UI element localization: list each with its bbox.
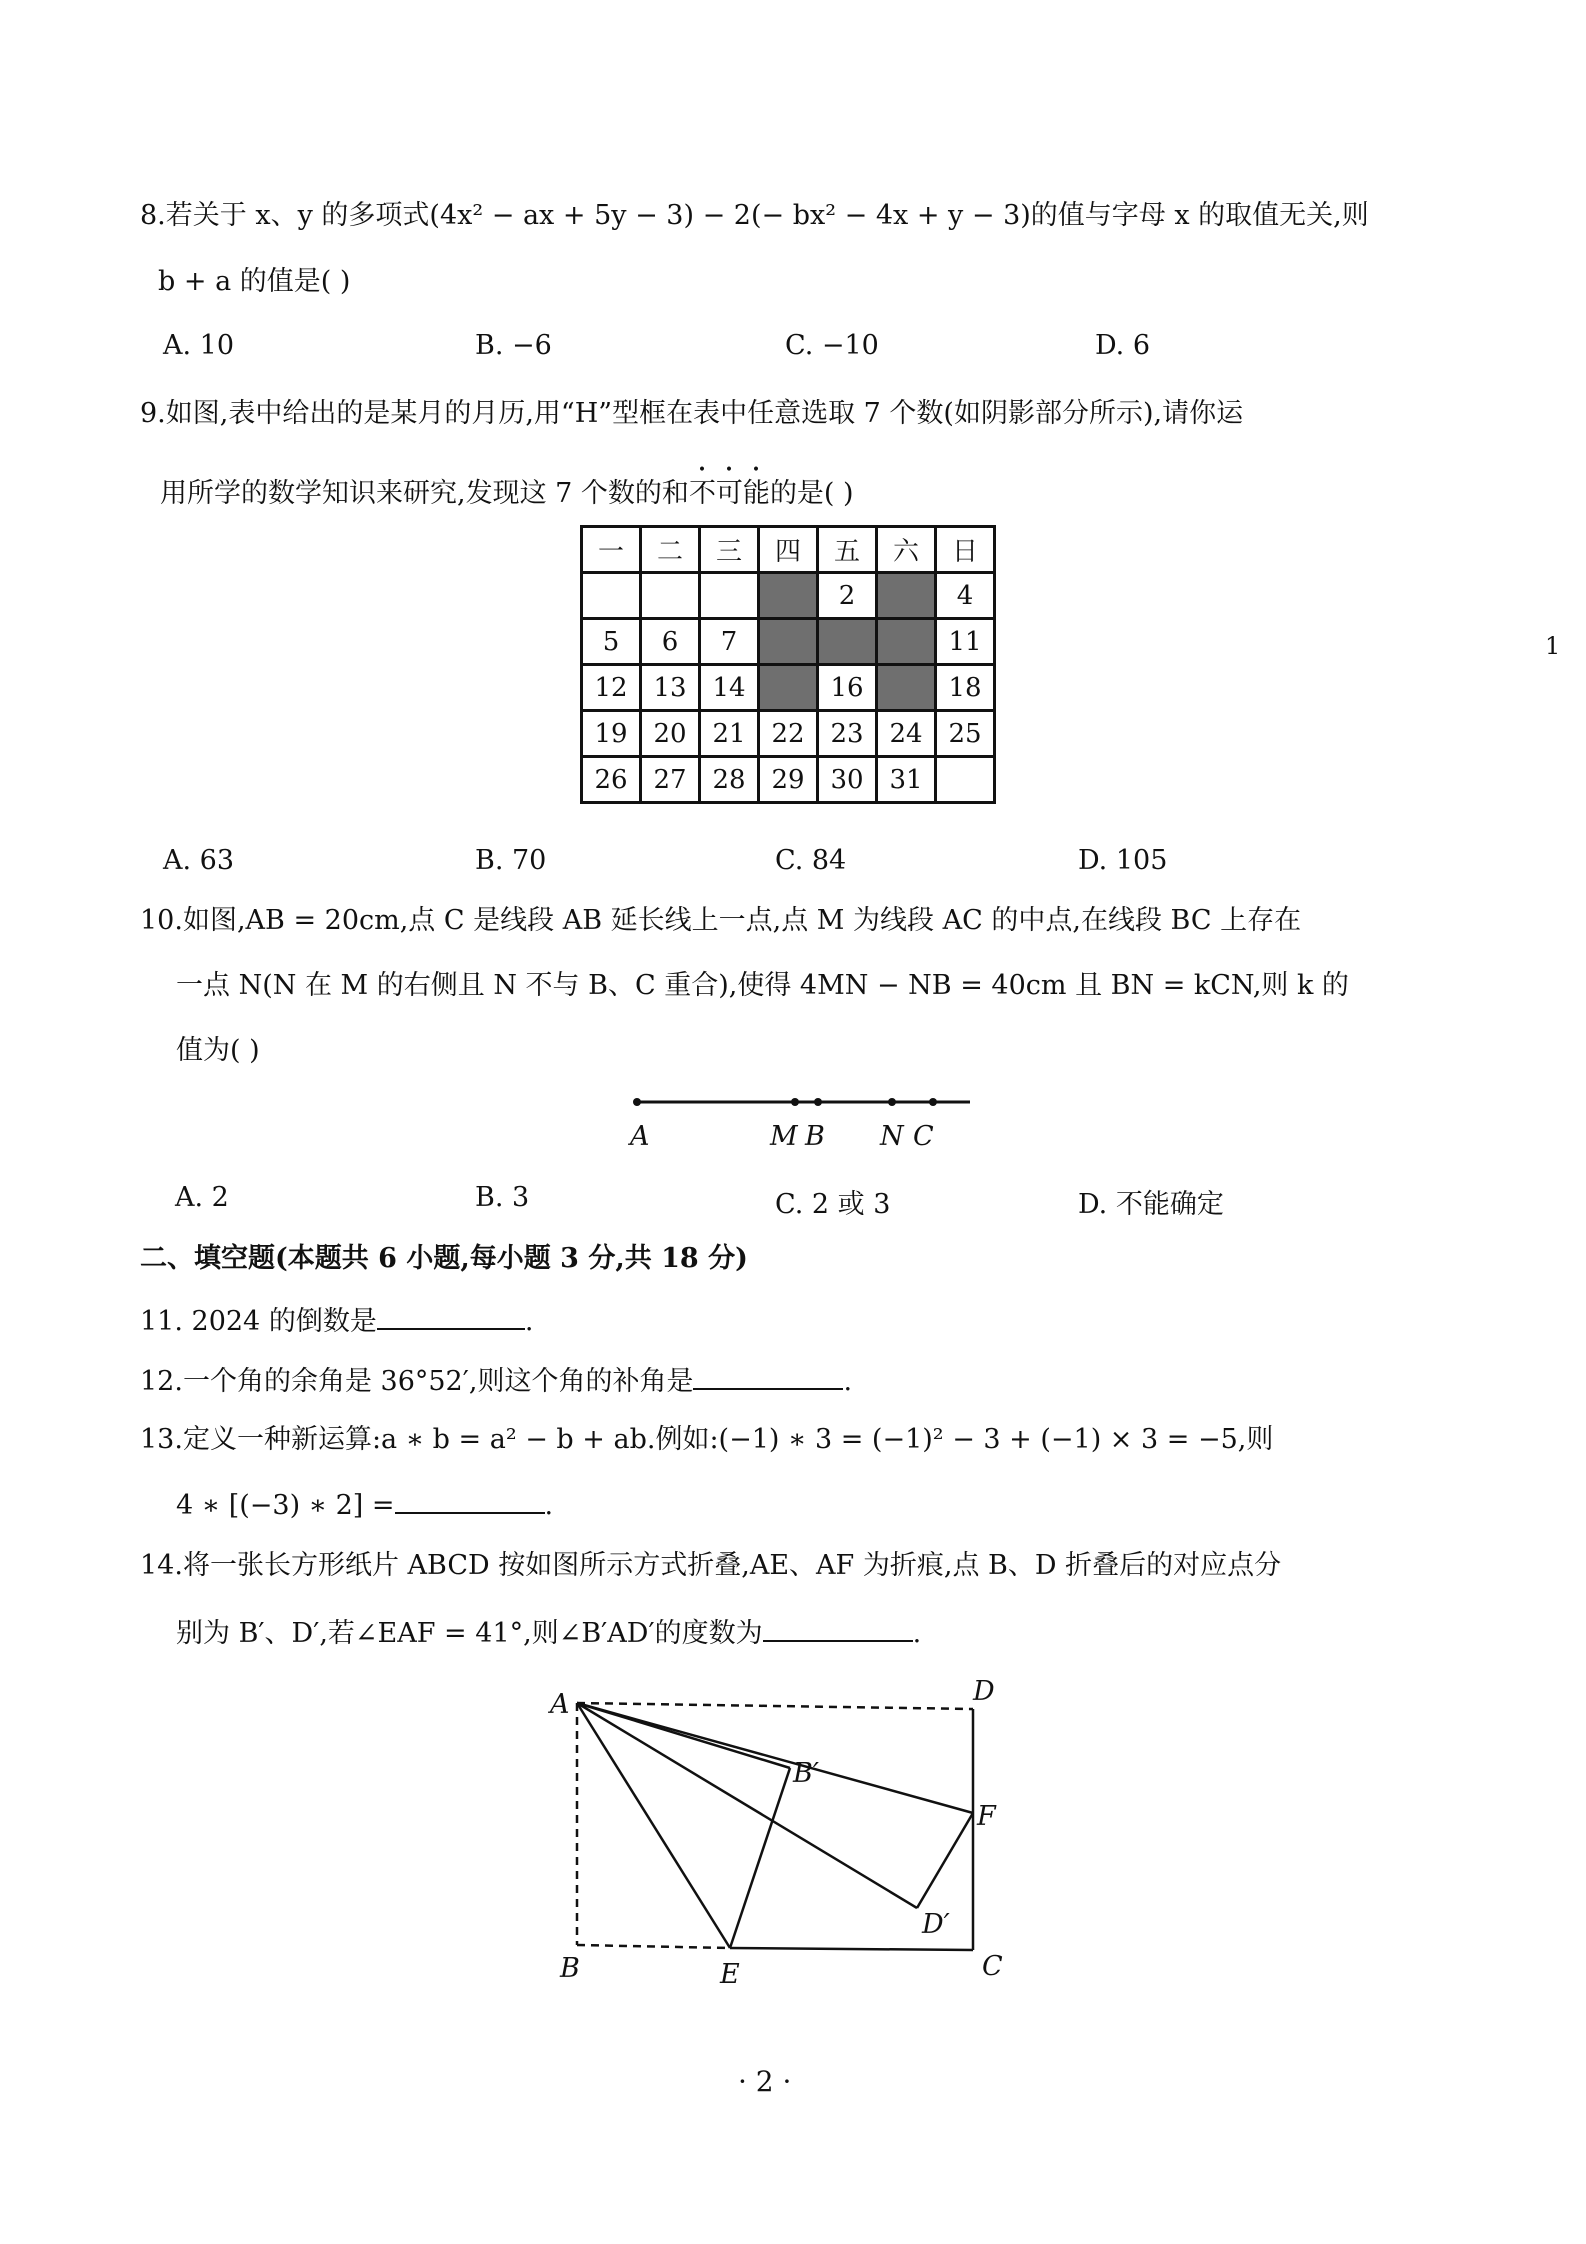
calendar-cell-shaded bbox=[877, 619, 936, 665]
q12-text: 12.一个角的余角是 36°52′,则这个角的补角是 bbox=[140, 1366, 694, 1397]
calendar-header-cell: 四 bbox=[759, 527, 818, 573]
calendar-cell: 26 bbox=[582, 757, 641, 803]
q12-answer-blank bbox=[693, 1362, 843, 1390]
edge-ec bbox=[730, 1948, 973, 1950]
point-c bbox=[929, 1098, 937, 1106]
q13-period: . bbox=[544, 1490, 554, 1521]
q11-text: 11. 2024 的倒数是 bbox=[140, 1306, 377, 1337]
q10-option-b: B. 3 bbox=[475, 1182, 530, 1213]
q9-line2-pre: 用所学的数学知识来研究,发现这 7 个数的和 bbox=[160, 478, 689, 509]
q9-line1: 9.如图,表中给出的是某月的月历,用“H”型框在表中任意选取 7 个数(如阴影部分所示),请你运 bbox=[140, 398, 1244, 429]
q9-option-b: B. 70 bbox=[475, 845, 547, 876]
calendar-cell bbox=[936, 757, 995, 803]
calendar-cell: 6 bbox=[641, 619, 700, 665]
q9-option-c: C. 84 bbox=[775, 845, 847, 876]
edge-ad-prime bbox=[577, 1703, 917, 1908]
calendar-cell: 22 bbox=[759, 711, 818, 757]
q10-line2: 一点 N(N 在 M 的右侧且 N 不与 B、C 重合),使得 4MN − NB = 40cm 且 BN = kCN,则 k 的 bbox=[176, 970, 1349, 1001]
calendar-cell: 18 bbox=[936, 665, 995, 711]
calendar-header-cell: 五 bbox=[818, 527, 877, 573]
calendar-cell: 16 bbox=[818, 665, 877, 711]
calendar-row bbox=[582, 665, 995, 711]
label-b-prime: B′ bbox=[793, 1758, 819, 1789]
q8-option-c: C. −10 bbox=[785, 330, 879, 361]
calendar-cell: 28 bbox=[700, 757, 759, 803]
q10-line1: 10.如图,AB = 20cm,点 C 是线段 AB 延长线上一点,点 M 为线段 AC 的中点,在线段 BC 上存在 bbox=[140, 905, 1302, 936]
calendar-cell: 20 bbox=[641, 711, 700, 757]
calendar-cell: 5 bbox=[582, 619, 641, 665]
calendar-cell bbox=[700, 573, 759, 619]
point-a bbox=[633, 1098, 641, 1106]
edge-ab-prime bbox=[577, 1703, 790, 1768]
q9-line2-post: 的是( ) bbox=[769, 478, 854, 509]
label-d-prime: D′ bbox=[922, 1909, 950, 1940]
q11-answer-blank bbox=[377, 1302, 525, 1330]
q12-period: . bbox=[843, 1366, 853, 1397]
calendar-cell: 7 bbox=[700, 619, 759, 665]
label-n: N bbox=[880, 1121, 904, 1152]
calendar-row bbox=[582, 711, 995, 757]
label-a: A bbox=[630, 1121, 650, 1152]
q13-expression: 4 ∗ [(−3) ∗ 2] = bbox=[176, 1490, 395, 1521]
calendar-header-cell: 三 bbox=[700, 527, 759, 573]
calendar-cell: 29 bbox=[759, 757, 818, 803]
calendar-cell-shaded bbox=[877, 665, 936, 711]
point-m bbox=[791, 1098, 799, 1106]
calendar-cell: 11 bbox=[936, 619, 995, 665]
label-b: B bbox=[805, 1121, 825, 1152]
calendar-cell: 19 bbox=[582, 711, 641, 757]
edge-b-prime-e bbox=[730, 1768, 790, 1948]
q14-line1: 14.将一张长方形纸片 ABCD 按如图所示方式折叠,AE、AF 为折痕,点 B、D 折叠后的对应点分 bbox=[140, 1550, 1282, 1581]
calendar-table bbox=[580, 525, 996, 804]
calendar-cell-shaded bbox=[759, 665, 818, 711]
calendar-cell: 4 bbox=[936, 573, 995, 619]
margin-mark: 1 bbox=[1545, 632, 1561, 660]
calendar-cell: 30 bbox=[818, 757, 877, 803]
label-c: C bbox=[982, 1951, 1003, 1982]
section-2-heading: 二、填空题(本题共 6 小题,每小题 3 分,共 18 分) bbox=[140, 1243, 748, 1274]
calendar-cell: 25 bbox=[936, 711, 995, 757]
label-c: C bbox=[913, 1121, 934, 1152]
calendar-cell: 13 bbox=[641, 665, 700, 711]
calendar-cell bbox=[582, 573, 641, 619]
calendar-header-cell: 六 bbox=[877, 527, 936, 573]
calendar-cell-shaded bbox=[759, 573, 818, 619]
label-f: F bbox=[977, 1801, 996, 1832]
q8-option-b: B. −6 bbox=[475, 330, 552, 361]
calendar-cell: 24 bbox=[877, 711, 936, 757]
q14-period: . bbox=[912, 1618, 922, 1649]
calendar-row bbox=[582, 573, 995, 619]
calendar-row bbox=[582, 757, 995, 803]
page-number: · 2 · bbox=[738, 2065, 792, 2098]
q9-option-d: D. 105 bbox=[1078, 845, 1168, 876]
calendar-cell: 21 bbox=[700, 711, 759, 757]
q8-line2: b + a 的值是( ) bbox=[158, 266, 351, 297]
edge-be-dashed bbox=[577, 1945, 730, 1948]
q8-line1: 8.若关于 x、y 的多项式(4x² − ax + 5y − 3) − 2(− bx² − 4x + y − 3)的值与字母 x 的取值无关,则 bbox=[140, 200, 1369, 231]
label-e: E bbox=[720, 1959, 740, 1990]
calendar-cell bbox=[641, 573, 700, 619]
q9-option-a: A. 63 bbox=[163, 845, 235, 876]
edge-d-prime-f bbox=[917, 1813, 973, 1908]
folding-diagram bbox=[540, 1665, 1040, 1995]
calendar-cell: 27 bbox=[641, 757, 700, 803]
calendar-header-row bbox=[582, 527, 995, 573]
q13-line2 bbox=[176, 1486, 553, 1522]
calendar-cell: 14 bbox=[700, 665, 759, 711]
segment-diagram bbox=[630, 1090, 934, 1170]
label-a: A bbox=[550, 1689, 570, 1720]
q14-line2 bbox=[176, 1614, 921, 1650]
q10-option-c: C. 2 或 3 bbox=[775, 1189, 891, 1220]
calendar-cell-shaded bbox=[877, 573, 936, 619]
calendar-cell-shaded bbox=[818, 619, 877, 665]
calendar-cell: 23 bbox=[818, 711, 877, 757]
q10-option-a: A. 2 bbox=[175, 1182, 229, 1213]
q8-option-a: A. 10 bbox=[163, 330, 235, 361]
q9-line2-emphasis: 不可能 bbox=[688, 478, 770, 509]
calendar-header-cell: 二 bbox=[641, 527, 700, 573]
q12 bbox=[140, 1362, 852, 1398]
q14-text: 别为 B′、D′,若∠EAF = 41°,则∠B′AD′的度数为 bbox=[176, 1618, 763, 1649]
label-d: D bbox=[973, 1676, 995, 1707]
label-m: M bbox=[770, 1121, 798, 1152]
calendar-cell: 12 bbox=[582, 665, 641, 711]
calendar-cell: 31 bbox=[877, 757, 936, 803]
q11-period: . bbox=[524, 1306, 534, 1337]
q13-answer-blank bbox=[395, 1486, 545, 1514]
calendar-row bbox=[582, 619, 995, 665]
point-n bbox=[888, 1098, 896, 1106]
calendar-cell: 2 bbox=[818, 573, 877, 619]
calendar-header-cell: 日 bbox=[936, 527, 995, 573]
q10-line3: 值为( ) bbox=[176, 1035, 260, 1066]
q11 bbox=[140, 1302, 533, 1338]
calendar-header-cell: 一 bbox=[582, 527, 641, 573]
point-b bbox=[814, 1098, 822, 1106]
q10-option-d: D. 不能确定 bbox=[1078, 1189, 1224, 1220]
label-b: B bbox=[560, 1953, 580, 1984]
q8-option-d: D. 6 bbox=[1095, 330, 1151, 361]
q9-line2 bbox=[160, 462, 854, 510]
calendar-cell-shaded bbox=[759, 619, 818, 665]
edge-ad-dashed bbox=[577, 1703, 973, 1709]
q13-line1: 13.定义一种新运算:a ∗ b = a² − b + ab.例如:(−1) ∗ 3 = (−1)² − 3 + (−1) × 3 = −5,则 bbox=[140, 1424, 1274, 1455]
q14-answer-blank bbox=[763, 1614, 913, 1642]
